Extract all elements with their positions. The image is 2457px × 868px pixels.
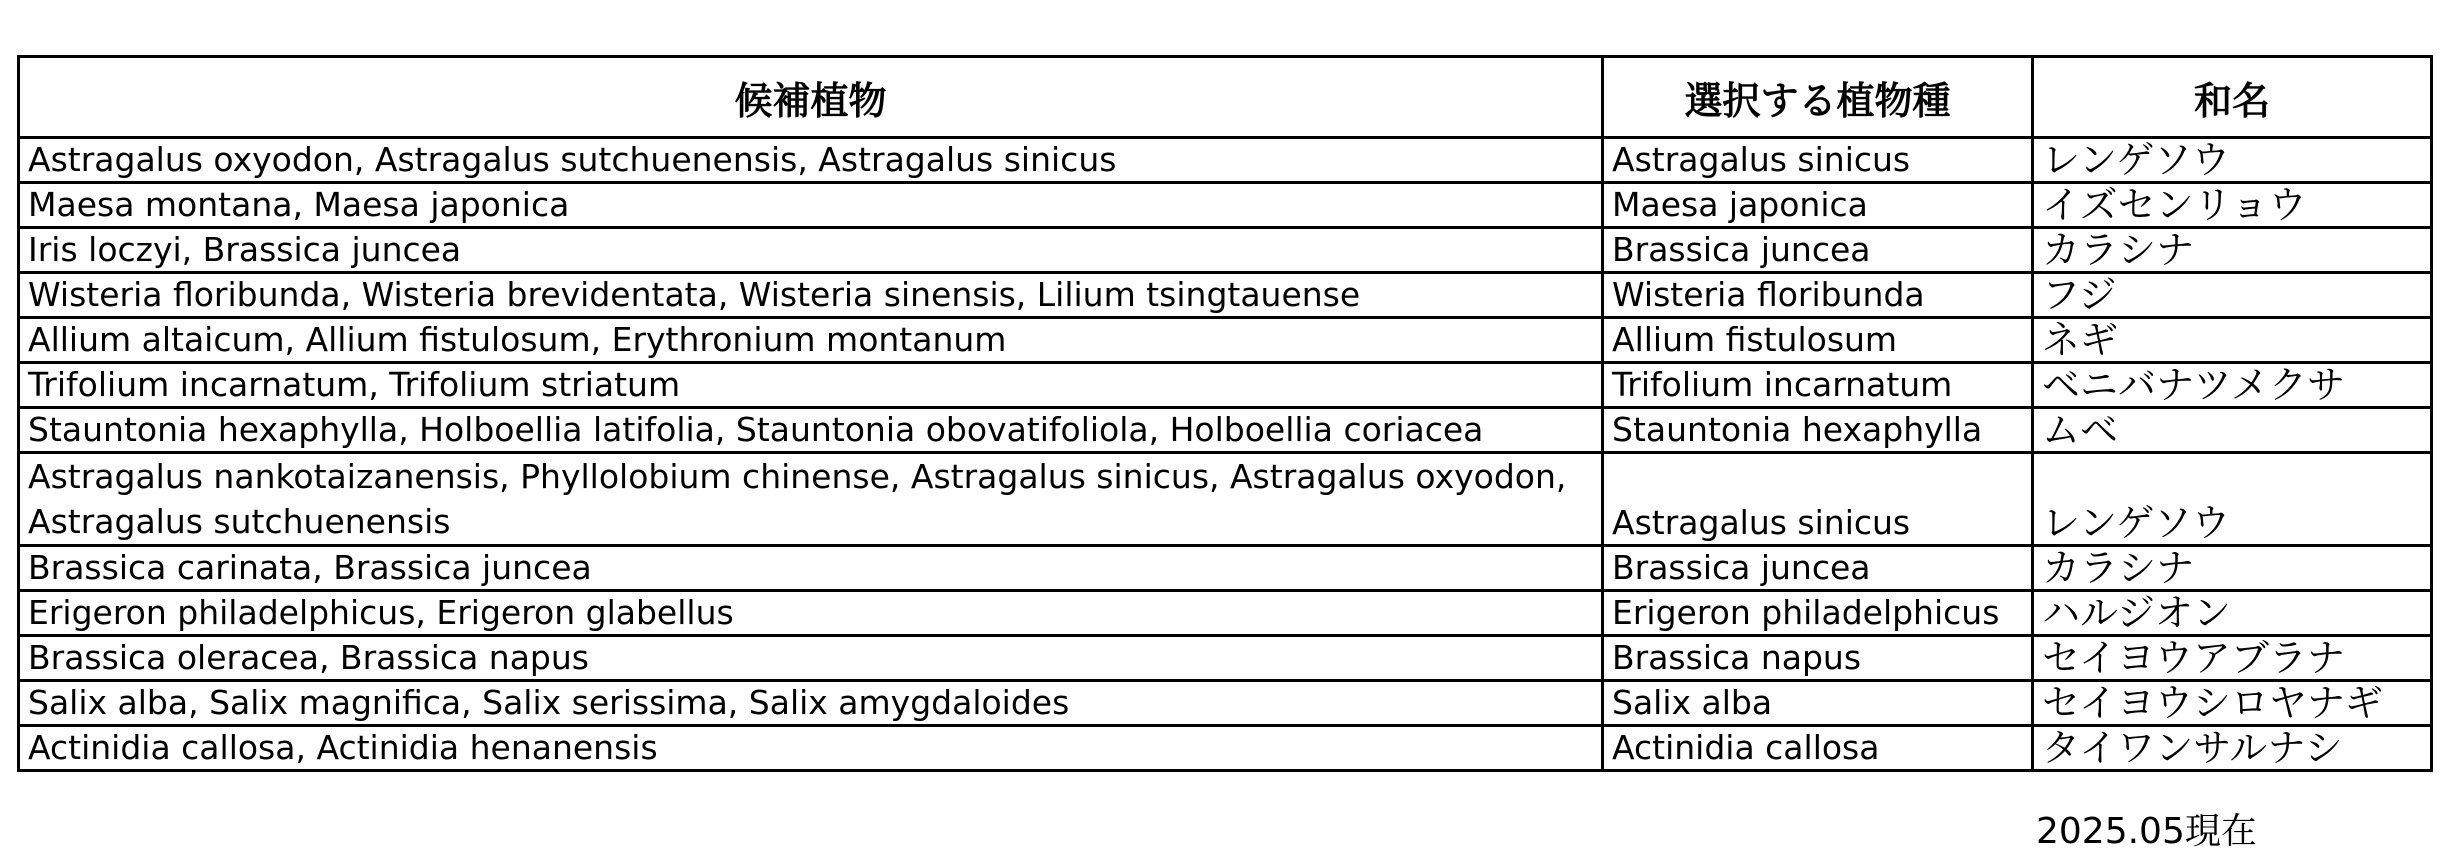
- japanese-name-cell: イズセンリョウ: [2033, 183, 2432, 228]
- table-row: [19, 183, 2432, 228]
- table-row: [19, 546, 2432, 591]
- candidates-cell: Erigeron philadelphicus, Erigeron glabellus: [19, 591, 1603, 636]
- table-row: [19, 636, 2432, 681]
- table-row: [19, 408, 2432, 453]
- japanese-name-cell: レンゲソウ: [2033, 138, 2432, 183]
- candidates-cell: Iris loczyi, Brassica juncea: [19, 228, 1603, 273]
- selected-species-cell: Salix alba: [1603, 681, 2033, 726]
- japanese-name-cell: カラシナ: [2033, 228, 2432, 273]
- candidates-cell: Allium altaicum, Allium fistulosum, Erythronium montanum: [19, 318, 1603, 363]
- candidates-cell: Maesa montana, Maesa japonica: [19, 183, 1603, 228]
- header-selected: 選択する植物種: [1603, 57, 2033, 138]
- candidates-cell: Salix alba, Salix magnifica, Salix serissima, Salix amygdaloides: [19, 681, 1603, 726]
- candidates-cell: Actinidia callosa, Actinidia henanensis: [19, 726, 1603, 771]
- table-row: [19, 453, 2432, 546]
- japanese-name-cell: ムベ: [2033, 408, 2432, 453]
- selected-species-cell: Trifolium incarnatum: [1603, 363, 2033, 408]
- candidates-cell: Stauntonia hexaphylla, Holboellia latifolia, Stauntonia obovatifoliola, Holboellia coriacea: [19, 408, 1603, 453]
- selected-species-cell: Astragalus sinicus: [1603, 453, 2033, 546]
- selected-species-cell: Maesa japonica: [1603, 183, 2033, 228]
- japanese-name-cell: セイヨウシロヤナギ: [2033, 681, 2432, 726]
- selected-species-cell: Allium fistulosum: [1603, 318, 2033, 363]
- table-row: [19, 138, 2432, 183]
- selected-species-cell: Brassica juncea: [1603, 546, 2033, 591]
- table-row: [19, 726, 2432, 771]
- japanese-name-cell: タイワンサルナシ: [2033, 726, 2432, 771]
- header-candidates: 候補植物: [19, 57, 1603, 138]
- plant-selection-table: [17, 55, 2433, 772]
- table-row: [19, 591, 2432, 636]
- selected-species-cell: Stauntonia hexaphylla: [1603, 408, 2033, 453]
- japanese-name-cell: ベニバナツメクサ: [2033, 363, 2432, 408]
- table-row: [19, 681, 2432, 726]
- selected-species-cell: Actinidia callosa: [1603, 726, 2033, 771]
- candidates-cell: Astragalus nankotaizanensis, Phyllolobium chinense, Astragalus sinicus, Astragalus oxyodon, Astragalus sutchuenensis: [19, 453, 1603, 546]
- japanese-name-cell: カラシナ: [2033, 546, 2432, 591]
- selected-species-cell: Astragalus sinicus: [1603, 138, 2033, 183]
- japanese-name-cell: ネギ: [2033, 318, 2432, 363]
- candidates-cell: Brassica carinata, Brassica juncea: [19, 546, 1603, 591]
- japanese-name-cell: フジ: [2033, 273, 2432, 318]
- japanese-name-cell: レンゲソウ: [2033, 453, 2432, 546]
- selected-species-cell: Erigeron philadelphicus: [1603, 591, 2033, 636]
- selected-species-cell: Wisteria floribunda: [1603, 273, 2033, 318]
- selected-species-cell: Brassica napus: [1603, 636, 2033, 681]
- header-japanese-name: 和名: [2033, 57, 2432, 138]
- japanese-name-cell: ハルジオン: [2033, 591, 2432, 636]
- as-of-date-note: 2025.05現在: [2036, 811, 2257, 852]
- table-row: [19, 228, 2432, 273]
- table-row: [19, 273, 2432, 318]
- table-row: [19, 318, 2432, 363]
- selected-species-cell: Brassica juncea: [1603, 228, 2033, 273]
- header-row: [19, 57, 2432, 138]
- candidates-cell: Astragalus oxyodon, Astragalus sutchuenensis, Astragalus sinicus: [19, 138, 1603, 183]
- candidates-cell: Wisteria floribunda, Wisteria brevidentata, Wisteria sinensis, Lilium tsingtauense: [19, 273, 1603, 318]
- japanese-name-cell: セイヨウアブラナ: [2033, 636, 2432, 681]
- table-row: [19, 363, 2432, 408]
- candidates-cell: Trifolium incarnatum, Trifolium striatum: [19, 363, 1603, 408]
- candidates-cell: Brassica oleracea, Brassica napus: [19, 636, 1603, 681]
